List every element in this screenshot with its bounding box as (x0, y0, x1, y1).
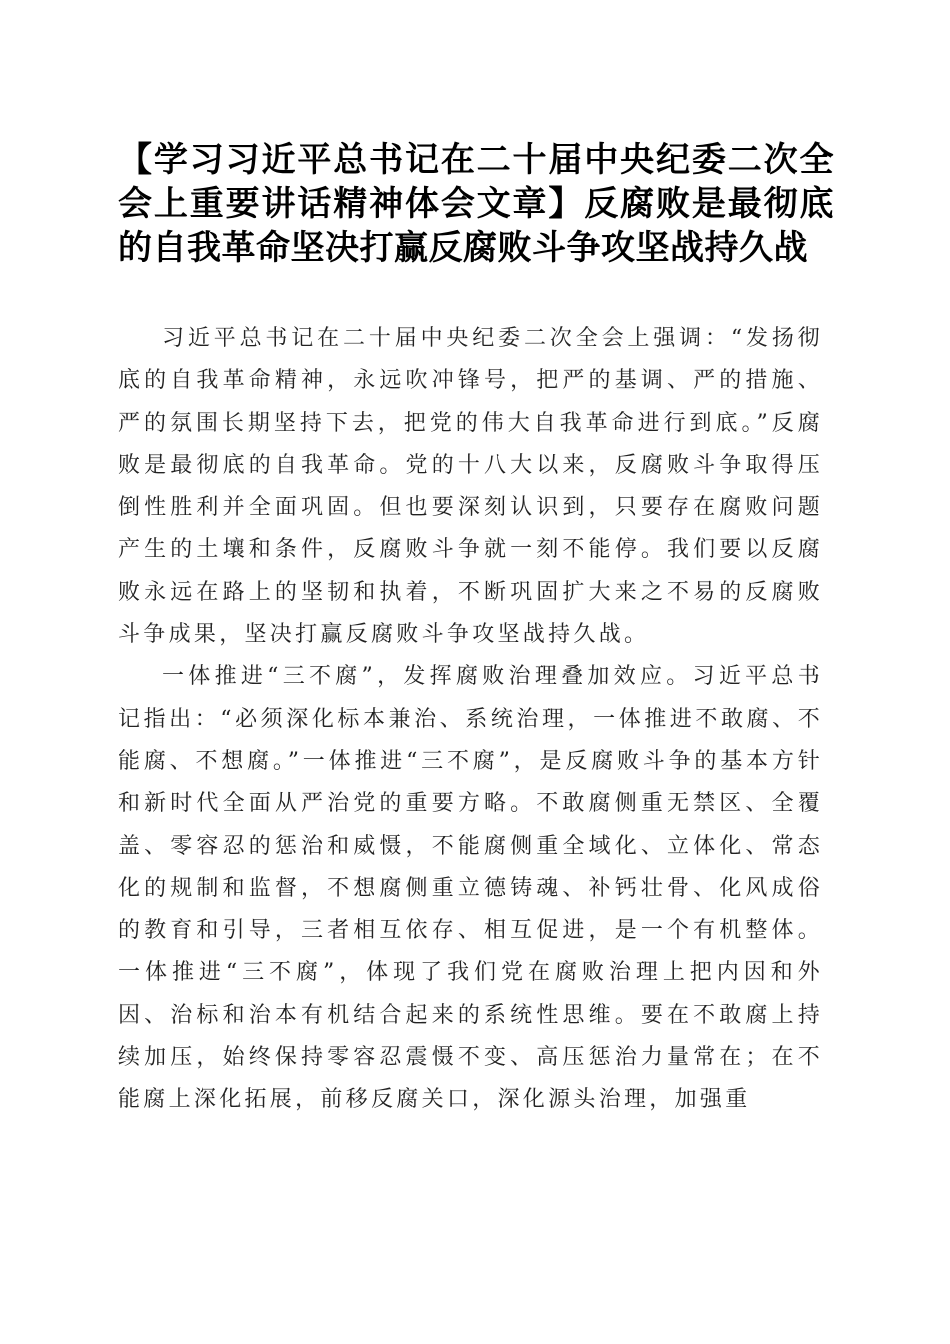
document-title: 【学习习近平总书记在二十届中央纪委二次全会上重要讲话精神体会文章】反腐败是最彻底的自我革命坚决打赢反腐败斗争攻坚战持久战 (118, 140, 834, 268)
document-body (118, 318, 823, 1122)
paragraph-1: 习近平总书记在二十届中央纪委二次全会上强调：“发扬彻底的自我革命精神，永远吹冲锋号，把严的基调、严的措施、严的氛围长期坚持下去，把党的伟大自我革命进行到底。”反腐败是最彻底的自我革命。党的十八大以来，反腐败斗争取得压倒性胜利并全面巩固。但也要深刻认识到，只要存在腐败问题产生的土壤和条件，反腐败斗争就一刻不能停。我们要以反腐败永远在路上的坚韧和执着，不断巩固扩大来之不易的反腐败斗争成果，坚决打赢反腐败斗争攻坚战持久战。 (118, 326, 823, 648)
paragraph-2: 一体推进“三不腐”，发挥腐败治理叠加效应。习近平总书记指出：“必须深化标本兼治、系统治理，一体推进不敢腐、不能腐、不想腐。”一体推进“三不腐”，是反腐败斗争的基本方针和新时代全面从严治党的重要方略。不敢腐侧重无禁区、全覆盖、零容忍的惩治和威慑，不能腐侧重全域化、立体化、常态化的规制和监督，不想腐侧重立德铸魂、补钙壮骨、化风成俗的教育和引导，三者相互依存、相互促进，是一个有机整体。一体推进“三不腐”，体现了我们党在腐败治理上把内因和外因、治标和治本有机结合起来的系统性思维。要在不敢腐上持续加压，始终保持零容忍震慑不变、高压惩治力量常在；在不能腐上深化拓展，前移反腐关口，深化源头治理，加强重 (118, 664, 823, 1113)
